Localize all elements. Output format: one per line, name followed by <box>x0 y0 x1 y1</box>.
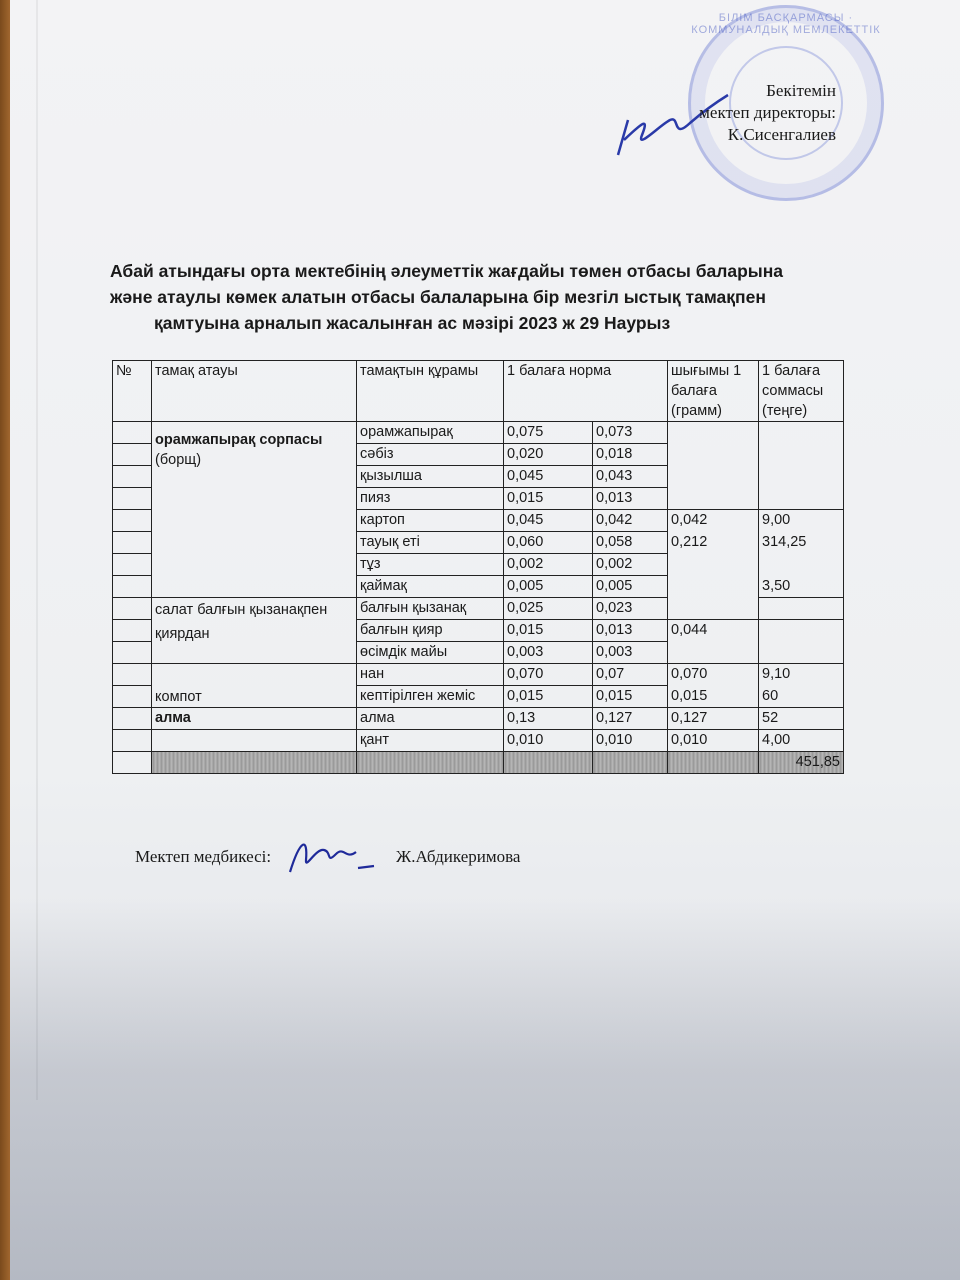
shaded-cell <box>152 752 357 774</box>
row-num <box>113 686 152 708</box>
dish-name-cell <box>152 664 357 708</box>
table-row <box>113 708 844 730</box>
row-num <box>113 488 152 510</box>
comp-cell: пияз <box>357 488 504 510</box>
dish-name-cell <box>152 708 357 730</box>
sum-cell <box>759 554 844 576</box>
sum-cell <box>759 422 844 510</box>
comp-cell: өсімдік майы <box>357 642 504 664</box>
comp-cell: сәбіз <box>357 444 504 466</box>
norm-2-cell: 0,042 <box>593 510 668 532</box>
row-num <box>113 444 152 466</box>
output-cell: 0,015 <box>668 686 759 708</box>
sum-cell: 9,00 <box>759 510 844 532</box>
comp-cell: алма <box>357 708 504 730</box>
row-num <box>113 730 152 752</box>
comp-cell: қант <box>357 730 504 752</box>
row-num <box>113 422 152 444</box>
header-norm: 1 балаға норма <box>504 361 668 422</box>
row-num <box>113 598 152 620</box>
row-num <box>113 752 152 774</box>
norm-2-cell: 0,010 <box>593 730 668 752</box>
norm-2-cell: 0,043 <box>593 466 668 488</box>
comp-cell: тұз <box>357 554 504 576</box>
output-cell <box>668 598 759 620</box>
output-cell: 0,010 <box>668 730 759 752</box>
row-num <box>113 576 152 598</box>
comp-cell: картоп <box>357 510 504 532</box>
norm-2-cell: 0,018 <box>593 444 668 466</box>
comp-cell: нан <box>357 664 504 686</box>
shaded-cell <box>593 752 668 774</box>
norm-2-cell: 0,015 <box>593 686 668 708</box>
dish-1-name: орамжапырақ сорпасы <box>155 432 323 448</box>
norm-1-cell: 0,045 <box>504 466 593 488</box>
row-num <box>113 554 152 576</box>
norm-2-cell: 0,073 <box>593 422 668 444</box>
norm-2-cell: 0,023 <box>593 598 668 620</box>
output-cell: 0,042 <box>668 510 759 532</box>
sum-cell <box>759 598 844 620</box>
sum-cell: 52 <box>759 708 844 730</box>
comp-cell: балғын қызанақ <box>357 598 504 620</box>
title-line-1: Абай атындағы орта мектебінің әлеуметтік жағдайы төмен отбасы баларына <box>110 261 784 281</box>
dish-4-name: алма <box>155 710 191 726</box>
output-cell: 0,070 <box>668 664 759 686</box>
row-num <box>113 664 152 686</box>
norm-1-cell: 0,020 <box>504 444 593 466</box>
approval-block <box>699 80 836 146</box>
row-num <box>113 510 152 532</box>
shaded-cell <box>668 752 759 774</box>
comp-cell: орамжапырақ <box>357 422 504 444</box>
norm-1-cell: 0,070 <box>504 664 593 686</box>
norm-2-cell: 0,002 <box>593 554 668 576</box>
output-cell <box>668 554 759 576</box>
sum-cell: 60 <box>759 686 844 708</box>
row-num <box>113 532 152 554</box>
table-row <box>113 664 844 686</box>
comp-cell: тауық еті <box>357 532 504 554</box>
dish-3-name: компот <box>155 689 202 705</box>
nurse-name: Ж.Абдикеримова <box>396 847 521 866</box>
row-num <box>113 466 152 488</box>
header-output: шығымы 1 балаға (грамм) <box>668 361 759 422</box>
norm-2-cell: 0,127 <box>593 708 668 730</box>
dish-1-sub: (борщ) <box>155 452 202 468</box>
table-header-row <box>113 361 844 422</box>
norm-1-cell: 0,002 <box>504 554 593 576</box>
nurse-signature <box>286 830 376 880</box>
norm-1-cell: 0,045 <box>504 510 593 532</box>
sum-cell: 9,10 <box>759 664 844 686</box>
comp-cell: балғын қияр <box>357 620 504 642</box>
output-cell <box>668 422 759 510</box>
dish-name-cell <box>152 730 357 752</box>
output-cell: 0,044 <box>668 620 759 664</box>
nurse-label: Мектеп медбикесі: <box>135 847 272 866</box>
norm-1-cell: 0,015 <box>504 686 593 708</box>
approval-line-2: мектеп директоры: <box>699 103 836 122</box>
total-row <box>113 752 844 774</box>
norm-2-cell: 0,013 <box>593 620 668 642</box>
table-row <box>113 598 844 620</box>
output-cell: 0,212 <box>668 532 759 554</box>
norm-2-cell: 0,07 <box>593 664 668 686</box>
norm-2-cell: 0,058 <box>593 532 668 554</box>
shaded-cell <box>504 752 593 774</box>
norm-1-cell: 0,075 <box>504 422 593 444</box>
sum-cell: 4,00 <box>759 730 844 752</box>
total-sum: 451,85 <box>759 752 844 774</box>
table-row <box>113 422 844 444</box>
comp-cell: қаймақ <box>357 576 504 598</box>
norm-1-cell: 0,13 <box>504 708 593 730</box>
header-composition: тамақтын құрамы <box>357 361 504 422</box>
norm-1-cell: 0,060 <box>504 532 593 554</box>
norm-2-cell: 0,013 <box>593 488 668 510</box>
dish-2-name: салат балғын қызанақпен қиярдан <box>155 602 328 642</box>
stamp-text: БІЛІМ БАСҚАРМАСЫ · КОММУНАЛДЫҚ МЕМЛЕКЕТТІК <box>691 12 881 36</box>
norm-1-cell: 0,025 <box>504 598 593 620</box>
sum-cell: 314,25 <box>759 532 844 554</box>
header-name: тамақ атауы <box>152 361 357 422</box>
comp-cell: кептірілген жеміс <box>357 686 504 708</box>
norm-1-cell: 0,003 <box>504 642 593 664</box>
dish-name-cell <box>152 598 357 664</box>
table-row <box>113 730 844 752</box>
row-num <box>113 620 152 642</box>
row-num <box>113 642 152 664</box>
sum-cell: 3,50 <box>759 576 844 598</box>
menu-table <box>112 360 844 774</box>
norm-2-cell: 0,005 <box>593 576 668 598</box>
header-num: № <box>113 361 152 422</box>
approval-line-1: Бекітемін <box>766 81 836 100</box>
dish-name-cell <box>152 422 357 598</box>
title-line-3: қамтуына арналып жасалынған ас мәзірі 2023 ж 29 Наурыз <box>154 313 671 333</box>
header-sum: 1 балаға соммасы (теңге) <box>759 361 844 422</box>
norm-1-cell: 0,010 <box>504 730 593 752</box>
norm-2-cell: 0,003 <box>593 642 668 664</box>
norm-1-cell: 0,005 <box>504 576 593 598</box>
title-line-2: және атаулы көмек алатын отбасы балаларына бір мезгіл ыстық тамақпен <box>110 287 766 307</box>
output-cell <box>668 576 759 598</box>
approval-line-3: К.Сисенгалиев <box>727 125 836 144</box>
norm-1-cell: 0,015 <box>504 620 593 642</box>
photo-shadow <box>10 900 960 1280</box>
row-num <box>113 708 152 730</box>
output-cell: 0,127 <box>668 708 759 730</box>
norm-1-cell: 0,015 <box>504 488 593 510</box>
document-title <box>110 258 830 336</box>
shaded-cell <box>357 752 504 774</box>
comp-cell: қызылша <box>357 466 504 488</box>
sum-cell <box>759 620 844 664</box>
